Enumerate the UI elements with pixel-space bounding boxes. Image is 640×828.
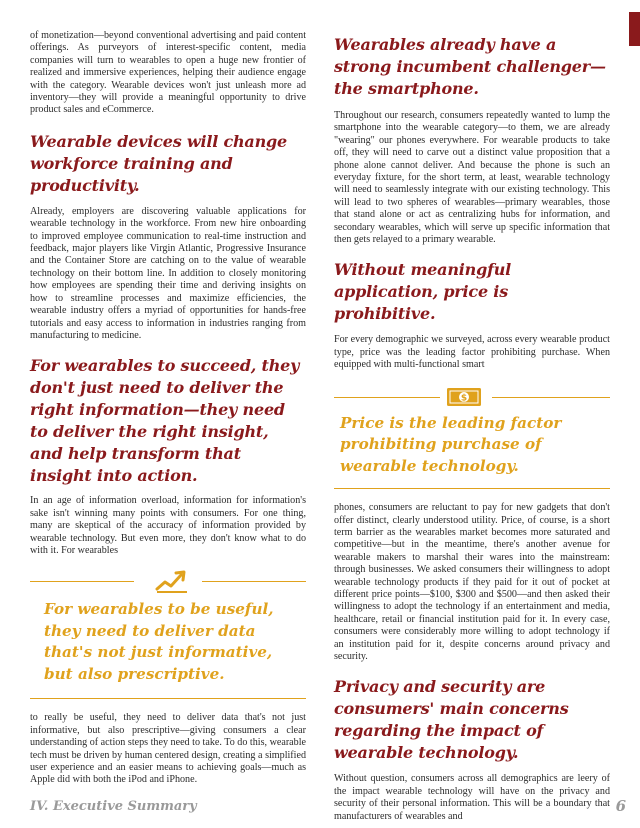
dollar-bill-icon bbox=[446, 387, 482, 411]
phones-paragraph: phones, consumers are reluctant to pay for new gadgets that don't offer distinct, clearly understood utility. Price, of course, is a short term barrier as the wearables market becomes more saturated and competitive—but in the meantime, there's another avenue for wearable makers to marshal their wares into the mainstream: through businesses. We asked consumers their willingness to adopt wearable technology products if they paid for it out of pocket at different price points—$100, $300 and $500—and then asked their willingness to adopt the technology if an entertainment and media, healthcare, retail or financial institution paid for it. In every case, consumers were considerably more willing to adopt technology if an institution paid for it, despite concerns around privacy and security. bbox=[334, 502, 610, 663]
heading-smartphone: Wearables already have a strong incumbent challenger—the smartphone. bbox=[334, 35, 606, 98]
succeed-paragraph: In an age of information overload, information for information's sake isn't winning many points with consumers. For one thing, many are skeptical of the accuracy of information provided by wearable technology. But even more, they don't know what to do with it. For wearables bbox=[30, 495, 306, 556]
trend-chart-icon bbox=[155, 569, 189, 599]
privacy-paragraph: Without question, consumers across all demographics are leery of the impact wearable technology will have on the privacy and security of their personal information. This will be a boundary that manufacturers of wearables and bbox=[334, 773, 610, 822]
right-column bbox=[334, 34, 610, 823]
intro-paragraph: of monetization—beyond conventional advertising and paid content offerings. As purveyors of interest-specific content, media companies will turn to wearables to open a huge new frontier of realized and immersive experiences, helping their audience engage with the category. Wearable devices won't just unleash more ad inventory—they will provide a meaningful opportunity to drive product sales and eCommerce. bbox=[30, 30, 306, 116]
callout-price-text: Price is the leading factor prohibiting purchase of wearable technology. bbox=[340, 413, 562, 475]
workforce-paragraph: Already, employers are discovering valuable applications for wearable technology in the workforce. From new hire onboarding to improved employee communication to real-time instruction and feedback, major players like Virgin Atlantic, Progressive Insurance and the Container Store are catching on to the value of wearable technology on their bottom line. In addition to closely monitoring how employees are spending their time and deriving insights on how to streamline processes and maximize efficiencies, the wearable industry offers a myriad of opportunities for hands-free tutorials and easy access to information in industries ranging from manufacturing to medicine. bbox=[30, 205, 306, 341]
heading-workforce: Wearable devices will change workforce training and productivity. bbox=[30, 131, 287, 195]
callout-prescriptive-text: For wearables to be useful, they need to deliver data that's not just informative, but also prescriptive. bbox=[44, 600, 274, 683]
price-paragraph: For every demographic we surveyed, across every wearable product type, price was the leading factor prohibiting purchase. When equipped with multi-functional smart bbox=[334, 334, 610, 371]
heading-price: Without meaningful application, price is prohibitive. bbox=[334, 260, 512, 324]
callout-prescriptive bbox=[30, 569, 306, 699]
after-callout-paragraph: to really be useful, they need to deliver data that's not just informative, but also prescriptive—giving consumers a clear understanding of action steps they need to take. To do this, wearable tech must be driven by human centered design, creating a simplified user experience and an easier means to achieving goals—much as Apple did with both the iPod and iPhone. bbox=[30, 712, 306, 786]
callout-price bbox=[334, 385, 610, 490]
left-column bbox=[30, 30, 306, 787]
page-number: 6 bbox=[615, 797, 626, 815]
footer-section-title: IV. Executive Summary bbox=[30, 799, 197, 814]
smartphone-paragraph: Throughout our research, consumers repeatedly wanted to lump the smartphone into the wearable category—to them, we are already "wearing" our phones everywhere. For wearable products to take off, they will need to carve out a distinct value proposition that a phone alone cannot deliver. And because the phone is such an everyday fixture, for the short term, at least, wearable technology will need to seamlessly integrate with our existing technology. This will lead to two spheres of wearables—primary wearables, those that stand alone or act as centralizing hubs for information, and secondary wearables, which will serve up specific information that then gets relayed to a primary wearable. bbox=[334, 110, 610, 246]
heading-privacy: Privacy and security are consumers' main concerns regarding the impact of wearable technology. bbox=[334, 677, 569, 763]
page-edge-tab bbox=[629, 12, 640, 46]
heading-succeed: For wearables to succeed, they don't just need to deliver the right information—they need to deliver the right insight, and help transform that insight into action. bbox=[30, 356, 300, 486]
svg-text:$: $ bbox=[460, 393, 468, 404]
